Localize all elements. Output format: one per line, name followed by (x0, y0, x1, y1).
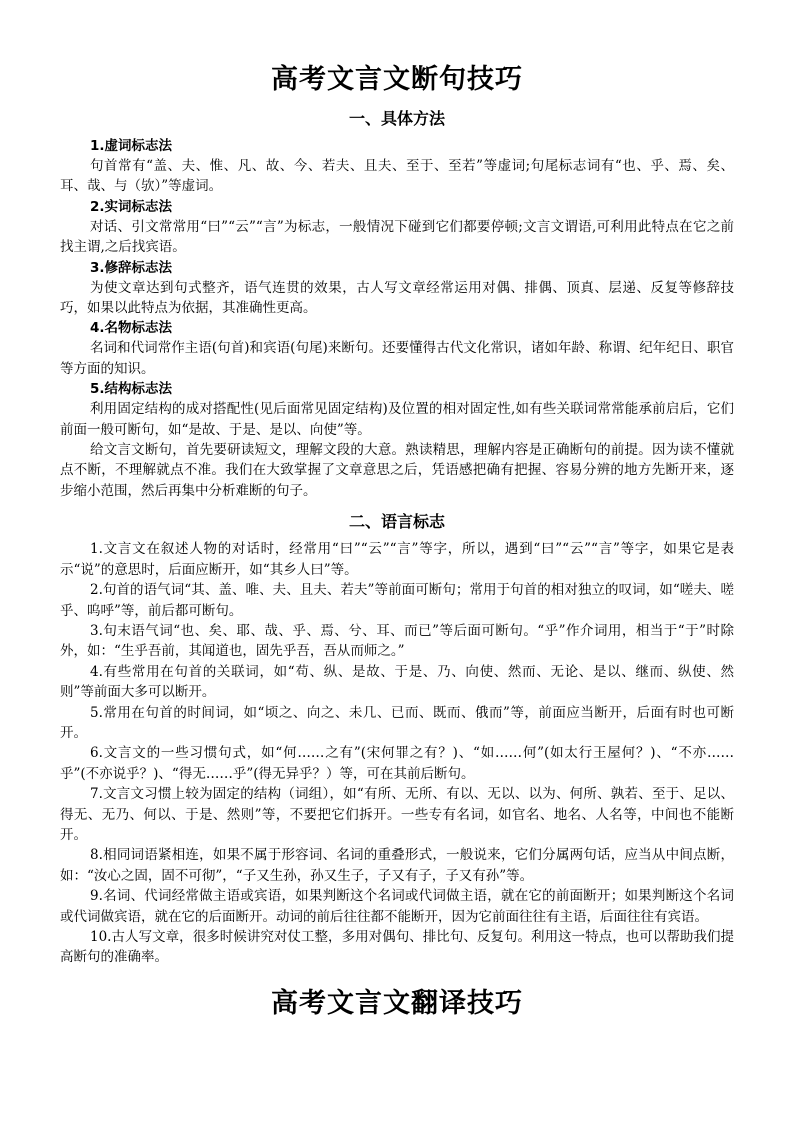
list-item: 10.古人写文章，很多时候讲究对仗工整，多用对偶句、排比句、反复句。利用这一特点，也可以帮助我们提高断句的准确率。 (60, 929, 734, 966)
page-title: 高考文言文断句技巧 (271, 64, 523, 95)
subheading-structure: 5.结构标志法 (90, 381, 173, 398)
paragraph-structure: 利用固定结构的成对搭配性(见后面常见固定结构)及位置的相对固定性,如有些关联词常常能承前启后，它们前面一般可断句，如“是故、于是、是以、向使”等。 (60, 401, 734, 438)
subheading-function-words: 1.虚词标志法 (90, 138, 173, 154)
list-item: 8.相同词语紧相连，如果不属于形容词、名词的重叠形式，一般说来，它们分属两句话，应当从中间点断，如：“汝心之固，固不可彻”，“子又生孙，孙又生子，子又有子，子又有孙”等。 (60, 847, 734, 884)
paragraph-function-words: 句首常有“盖、夫、惟、凡、故、今、若夫、且夫、至于、至若”等虚词;句尾标志词有“也、乎、焉、矣、耳、哉、与（欤）”等虚词。 (60, 158, 734, 195)
section-heading-language-markers: 二、语言标志 (348, 512, 445, 532)
paragraph-rhetoric: 为使文章达到句式整齐，语气连贯的效果，古人写文章经常运用对偶、排偶、顶真、层递、反复等修辞技巧，如果以此特点为依据，其准确性更高。 (60, 279, 734, 317)
list-item: 4.有些常用在句首的关联词，如“苟、纵、是故、于是、乃、向使、然而、无论、是以、继而、纵使、然则”等前面大多可以断开。 (60, 663, 734, 701)
subheading-rhetoric: 3.修辞标志法 (90, 259, 173, 276)
section-heading-methods: 一、具体方法 (348, 109, 445, 128)
paragraph-closing: 给文言文断句，首先要研读短文，理解文段的大意。熟读精思，理解内容是正确断句的前提。因为读不懂就点不断，不理解就点不准。我们在大致掌握了文章意思之后，凭语感把确有把握、容易分辨的地方先断开来，逐步缩小范围，然后再集中分析难断的句子。 (60, 442, 734, 499)
list-item: 7.文言文习惯上较为固定的结构（词组），如“有所、无所、有以、无以、以为、何所、孰若、至于、足以、得无、无乃、何以、于是、然则”等，不要把它们拆开。一些专有名词，如官名、地名、人名等，中间也不能断开。 (60, 786, 734, 843)
document-page (60, 60, 734, 1032)
list-item: 6.文言文的一些习惯句式，如“何……之有”(宋何罪之有？)、“如……何”(如太行王屋何？)、“不亦……乎”(不亦说乎？)、“得无……乎”(得无异乎？）等，可在其前后断句。 (60, 745, 734, 782)
paragraph-nouns: 名词和代词常作主语(句首)和宾语(句尾)来断句。还要懂得古代文化常识，诸如年龄、称谓、纪年纪日、职官等方面的知识。 (60, 340, 734, 377)
second-title: 高考文言文翻译技巧 (271, 987, 523, 1019)
list-item: 5.常用在句首的时间词，如“顷之、向之、未几、已而、既而、俄而”等，前面应当断开，后面有时也可断开。 (60, 704, 734, 741)
subheading-nouns: 4.名物标志法 (90, 320, 173, 337)
list-item: 2.句首的语气词“其、盖、唯、夫、且夫、若夫”等前面可断句；常用于句首的相对独立的叹词，如“嗟夫、嗟乎、呜呼”等，前后都可断句。 (60, 582, 734, 619)
paragraph-content-words: 对话、引文常常用“曰”“云”“言”为标志，一般情况下碰到它们都要停顿;文言文谓语,可利用此特点在它之前找主谓,之后找宾语。 (60, 218, 734, 256)
list-item: 1.文言文在叙述人物的对话时，经常用“曰”“云”“言”等字，所以，遇到“曰”“云”“言”等字，如果它是表示“说”的意思时，后面应断开，如“其乡人曰”等。 (60, 541, 734, 578)
list-item: 3.句末语气词“也、矣、耶、哉、乎、焉、兮、耳、而已”等后面可断句。“乎”作介词用，相当于“于”时除外，如：“生乎吾前，其闻道也，固先乎吾，吾从而师之。” (60, 622, 734, 660)
subheading-content-words: 2.实词标志法 (90, 198, 173, 215)
list-item: 9.名词、代词经常做主语或宾语，如果判断这个名词或代词做主语，就在它的前面断开；如果判断这个名词或代词做宾语，就在它的后面断开。动词的前后往往都不能断开，因为它前面往往有主语，后面往往有宾语。 (60, 888, 734, 925)
